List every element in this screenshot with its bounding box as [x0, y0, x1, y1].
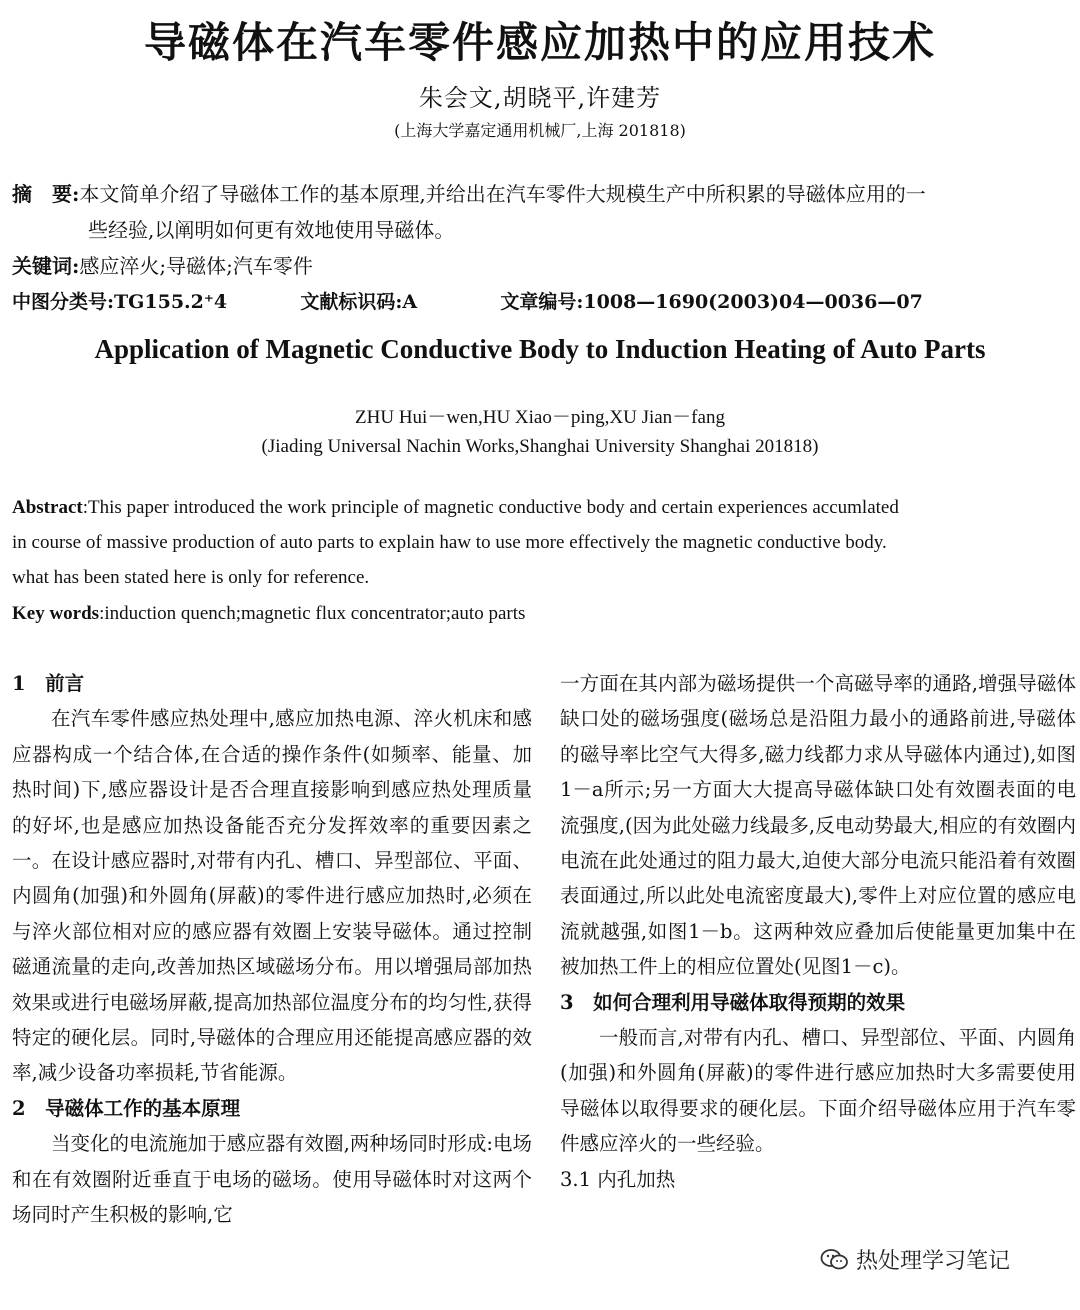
- abstract-cn-line1: [12, 176, 926, 212]
- watermark: [820, 1244, 1010, 1275]
- abstract-en-label: Abstract: [12, 497, 83, 518]
- body-left-column: [12, 666, 532, 1233]
- section-heading-3-1: 3.1 内孔加热: [560, 1167, 676, 1191]
- abstract-en-line1: [12, 490, 899, 525]
- abstract-cn-text1: 本文简单介绍了导磁体工作的基本原理,并给出在汽车零件大规模生产中所积累的导磁体应用的一: [79, 182, 926, 206]
- section-heading-2: 2 导磁体工作的基本原理: [12, 1096, 241, 1120]
- article-label: 文章编号:: [500, 291, 584, 313]
- keywords-en-text: :induction quench;magnetic flux concentrator;auto parts: [99, 603, 526, 624]
- body-right-column: [560, 666, 1076, 1197]
- paragraph-principle-cont: 一方面在其内部为磁场提供一个高磁导率的通路,增强导磁体缺口处的磁场强度(磁场总是沿阻力最小的通路前进,导磁体的磁导率比空气大得多,磁力线都力求从导磁体内通过),如图1－a所示;另一方面大大提高导磁体缺口处有效圈表面的电流强度,(因为此处磁力线最多,反电动势最大,相应的有效圈内电流在此处通过的阻力最大,迫使大部分电流只能沿着有效圈表面通过,所以此处电流密度最大),零件上对应位置的感应电流就越强,如图1－b。这两种效应叠加后使能量更加集中在被加热工件上的相应位置处(见图1－c)。: [560, 672, 1076, 979]
- article-value: 1008—1690(2003)04—0036—07: [583, 291, 923, 313]
- clc-value: TG155.2⁺4: [114, 291, 228, 313]
- keywords-cn-label: 关键词:: [12, 254, 80, 278]
- watermark-text: 热处理学习笔记: [856, 1249, 1011, 1274]
- keywords-en-label: Key words: [12, 603, 100, 624]
- doc-value: A: [402, 291, 418, 313]
- affiliation-en: (Jiading Universal Nachin Works,Shanghai University Shanghai 201818): [261, 436, 819, 457]
- classification-line: [12, 284, 923, 320]
- paragraph-effect: 一般而言,对带有内孔、槽口、异型部位、平面、内圆角(加强)和外圆角(屏蔽)的零件进行感应加热时大多需要使用导磁体以取得要求的硬化层。下面介绍导磁体应用于汽车零件感应淬火的一些经验。: [560, 1026, 1076, 1156]
- wechat-icon: [820, 1248, 850, 1272]
- section-heading-1: 1 前言: [12, 672, 85, 695]
- abstract-en-line3: what has been stated here is only for reference.: [12, 567, 370, 588]
- abstract-en-text1: :This paper introduced the work principle of magnetic conductive body and certain experiences accumlated: [82, 497, 899, 518]
- authors-cn: 朱会文,胡晓平,许建芳: [418, 84, 662, 112]
- keywords-cn-text: 感应淬火;导磁体;汽车零件: [79, 254, 313, 278]
- abstract-en-line2: in course of massive production of auto parts to explain haw to use more effectively the magnetic conductive body.: [12, 532, 887, 553]
- title-en: Application of Magnetic Conductive Body to Induction Heating of Auto Parts: [94, 334, 986, 364]
- title-cn: 导磁体在汽车零件感应加热中的应用技术: [143, 18, 936, 67]
- clc-label: 中图分类号:: [12, 291, 115, 313]
- affiliation-cn: (上海大学嘉定通用机械厂,上海 201818): [394, 121, 686, 140]
- authors-en: ZHU Hui－wen,HU Xiao－ping,XU Jian－fang: [355, 407, 725, 428]
- keywords-en: [12, 596, 525, 631]
- paragraph-principle: 当变化的电流施加于感应器有效圈,两种场同时形成:电场和在有效圈附近垂直于电场的磁场。使用导磁体时对这两个场同时产生积极的影响,它: [12, 1132, 532, 1227]
- section-heading-3: 3 如何合理利用导磁体取得预期的效果: [560, 990, 906, 1014]
- keywords-cn: [12, 248, 313, 284]
- doc-label: 文献标识码:: [300, 291, 403, 313]
- abstract-cn-line2: 些经验,以阐明如何更有效地使用导磁体。: [88, 218, 455, 242]
- paragraph-intro: 在汽车零件感应热处理中,感应加热电源、淬火机床和感应器构成一个结合体,在合适的操作条件(如频率、能量、加热时间)下,感应器设计是否合理直接影响到感应热处理质量的好坏,也是感应加热设备能否充分发挥效率的重要因素之一。在设计感应器时,对带有内孔、槽口、异型部位、平面、内圆角(加强)和外圆角(屏蔽)的零件进行感应加热时,必须在与淬火部位相对应的感应器有效圈上安装导磁体。通过控制磁通流量的走向,改善加热区域磁场分布。用以增强局部加热效果或进行电磁场屏蔽,提高加热部位温度分布的均匀性,获得特定的硬化层。同时,导磁体的合理应用还能提高感应器的效率,减少设备功率损耗,节省能源。: [12, 707, 532, 1085]
- abstract-cn-label: 摘 要:: [12, 182, 80, 206]
